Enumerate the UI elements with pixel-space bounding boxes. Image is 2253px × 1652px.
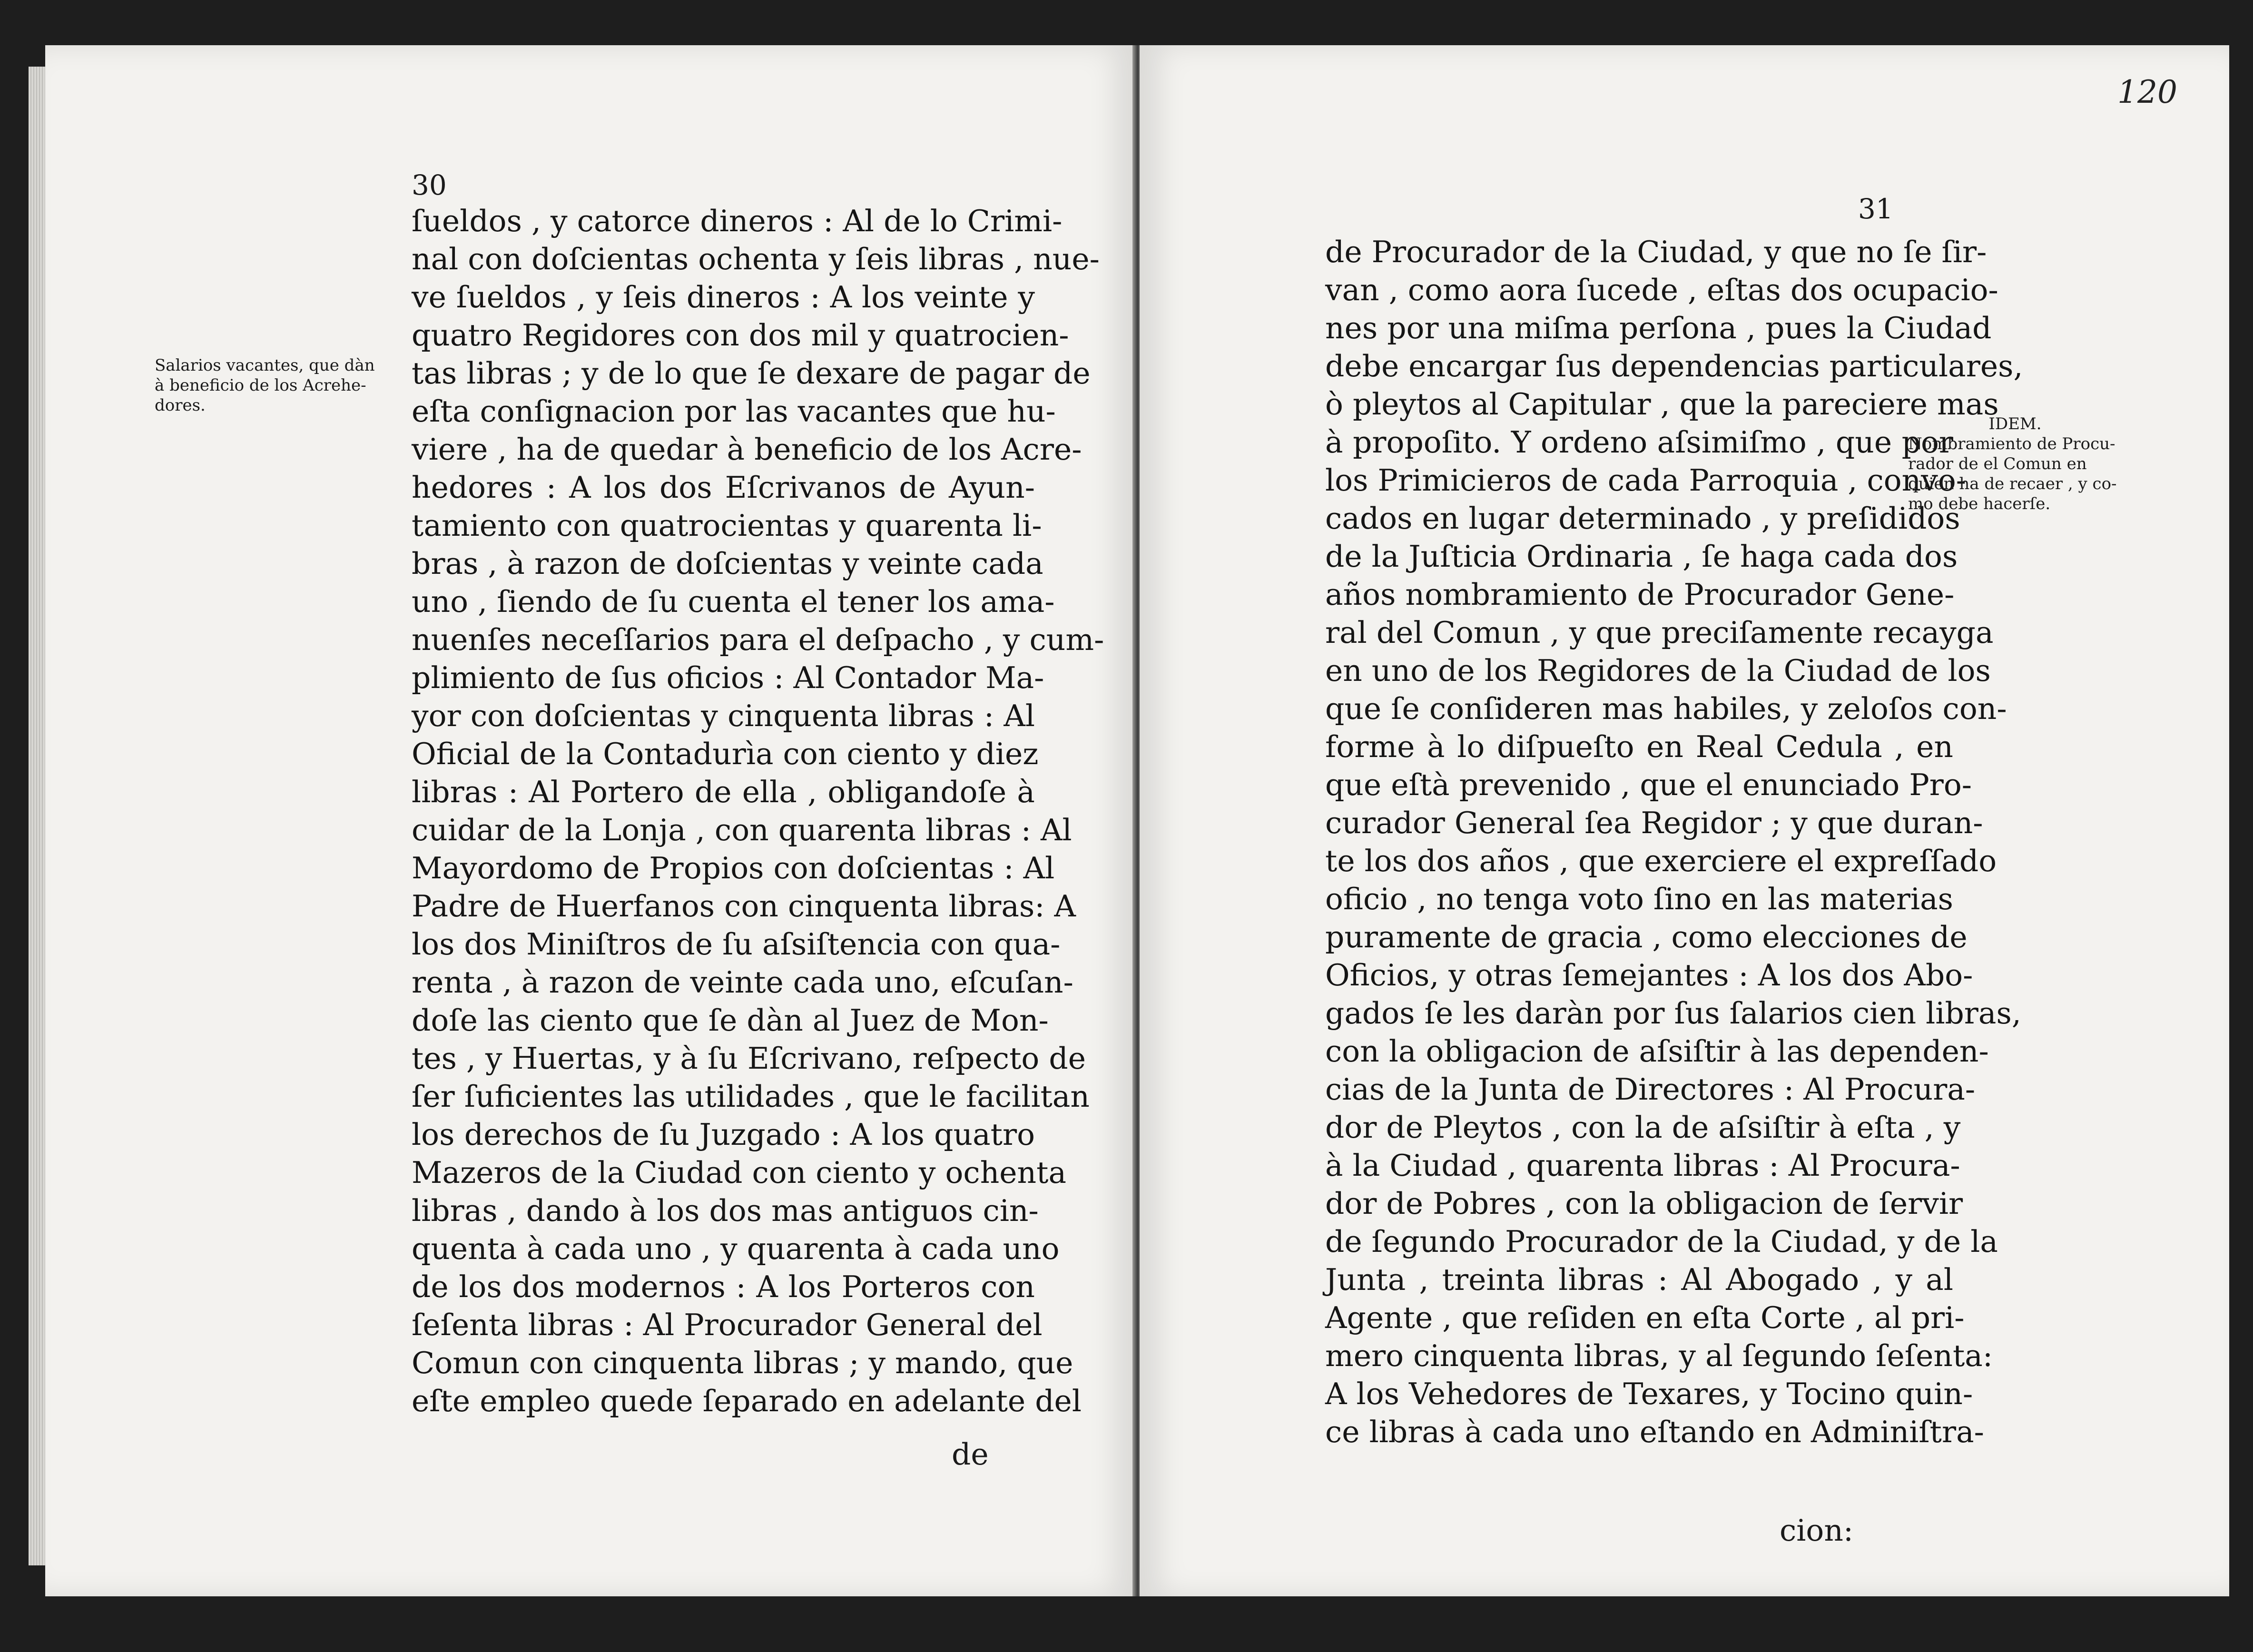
text-line: renta , à razon de veinte cada uno, eſcuſan-: [412, 965, 1073, 1000]
text-line: tes , y Huertas, y à ſu Eſcrivano, reſpecto de: [412, 1041, 1086, 1076]
right-catchword: cion:: [1780, 1513, 1854, 1548]
text-line: debe encargar ſus dependencias particulares,: [1325, 349, 2023, 384]
text-line: van , como aora ſucede , eſtas dos ocupacio-: [1325, 273, 1998, 307]
text-line: de los dos modernos : A los Porteros con: [412, 1269, 1035, 1304]
text-line: con la obligacion de aſsiſtir à las dependen-: [1325, 1034, 1989, 1069]
text-line: forme à lo diſpueſto en Real Cedula , en: [1325, 729, 1953, 764]
text-line: años nombramiento de Procurador Gene-: [1325, 577, 1955, 612]
text-line: ral del Comun , y que preciſamente recayga: [1325, 615, 1994, 650]
text-line: quatro Regidores con dos mil y quatrocien-: [412, 318, 1069, 353]
text-line: en uno de los Regidores de la Ciudad de los: [1325, 653, 1991, 688]
marginal-note-line: dores.: [155, 396, 206, 415]
text-line: dor de Pleytos , con la de aſsiſtir à eſta , y: [1325, 1110, 1961, 1145]
text-line: eſta conſignacion por las vacantes que hu-: [412, 394, 1056, 429]
text-line: yor con doſcientas y cinquenta libras : Al: [412, 698, 1035, 733]
text-line: à la Ciudad , quarenta libras : Al Procura-: [1325, 1148, 1960, 1183]
text-line: Mayordomo de Propios con doſcientas : Al: [412, 851, 1055, 885]
text-line: Comun con cinquenta libras ; y mando, que: [412, 1346, 1073, 1380]
marginal-note-line: Salarios vacantes, que dàn: [155, 356, 375, 375]
text-line: Junta , treinta libras : Al Abogado , y al: [1325, 1262, 1953, 1297]
text-line: libras : Al Portero de ella , obligandoſe à: [412, 775, 1035, 809]
folio-number: 120: [2117, 74, 2177, 110]
text-line: nal con doſcientas ochenta y ſeis libras , nue-: [412, 242, 1100, 276]
right-page: [1140, 45, 2229, 1596]
text-line: de Procurador de la Ciudad, y que no ſe ſir-: [1325, 235, 1987, 269]
text-line: de ſegundo Procurador de la Ciudad, y de la: [1325, 1224, 1998, 1259]
text-line: oficio , no tenga voto ſino en las materias: [1325, 882, 1953, 916]
text-line: cados en lugar determinado , y preſididos: [1325, 501, 1960, 536]
marginal-note-line: Nombramiento de Procu-: [1908, 434, 2115, 453]
text-line: Padre de Huerfanos con cinquenta libras: A: [412, 889, 1076, 924]
marginal-note-line: à beneficio de los Acrehe-: [155, 376, 366, 395]
text-line: doſe las ciento que ſe dàn al Juez de Mon-: [412, 1003, 1049, 1038]
text-line: nuenſes neceſſarios para el deſpacho , y cum-: [412, 622, 1104, 657]
text-line: ſueldos , y catorce dineros : Al de lo Crimi-: [412, 204, 1063, 238]
text-line: Oficios, y otras ſemejantes : A los dos Abo-: [1325, 958, 1973, 993]
marginal-note-title: IDEM.: [1988, 414, 2042, 433]
text-line: uno , ſiendo de ſu cuenta el tener los ama-: [412, 584, 1055, 619]
text-line: los dos Miniſtros de ſu aſsiſtencia con qua-: [412, 927, 1061, 962]
text-line: los derechos de ſu Juzgado : A los quatro: [412, 1117, 1035, 1152]
left-page-text: [412, 202, 1104, 1420]
text-line: cuidar de la Lonja , con quarenta libras : Al: [412, 813, 1072, 847]
marginal-note-line: quien ha de recaer , y co-: [1908, 474, 2117, 493]
text-line: cias de la Junta de Directores : Al Procura-: [1325, 1072, 1976, 1107]
marginal-note-line: rador de el Comun en: [1908, 454, 2087, 473]
right-page-number: 31: [1858, 193, 1893, 225]
text-line: te los dos años , que exerciere el expreſſado: [1325, 844, 1997, 878]
text-line: Oficial de la Contadurìa con ciento y diez: [412, 737, 1039, 771]
text-line: Agente , que reſiden en eſta Corte , al pri-: [1325, 1300, 1965, 1335]
text-line: ſer ſuficientes las utilidades , que le facilitan: [412, 1079, 1090, 1114]
text-line: bras , à razon de doſcientas y veinte cada: [412, 546, 1043, 581]
text-line: viere , ha de quedar à beneficio de los Acre-: [412, 432, 1082, 467]
text-line: puramente de gracia , como elecciones de: [1325, 920, 1968, 954]
left-catchword: de: [952, 1437, 989, 1472]
text-line: libras , dando à los dos mas antiguos cin-: [412, 1193, 1039, 1228]
text-line: quenta à cada uno , y quarenta à cada uno: [412, 1231, 1060, 1266]
text-line: Mazeros de la Ciudad con ciento y ochenta: [412, 1155, 1067, 1190]
marginal-note-line: mo debe hacerſe.: [1908, 494, 2051, 513]
left-page-number: 30: [412, 169, 447, 201]
text-line: tas libras ; y de lo que ſe dexare de pagar de: [412, 356, 1091, 391]
text-line: dor de Pobres , con la obligacion de ſervir: [1325, 1186, 1963, 1221]
text-line: nes por una miſma perſona , pues la Ciudad: [1325, 311, 1992, 345]
text-line: que eſtà prevenido , que el enunciado Pro-: [1325, 767, 1972, 802]
text-line: à propoſito. Y ordeno aſsimiſmo , que por: [1325, 425, 1953, 460]
text-line: curador General ſea Regidor ; y que duran-: [1325, 806, 1983, 840]
text-line: ce libras à cada uno eſtando en Adminiſtra-: [1325, 1415, 1984, 1449]
text-line: A los Vehedores de Texares, y Tocino quin-: [1325, 1377, 1973, 1411]
left-marginal-note: [155, 355, 375, 415]
text-line: tamiento con quatrocientas y quarenta li-: [412, 508, 1042, 543]
text-line: de la Juſticia Ordinaria , ſe haga cada dos: [1325, 539, 1958, 574]
text-line: los Primicieros de cada Parroquia , convo-: [1325, 463, 1967, 498]
left-page: [45, 45, 1135, 1596]
text-line: mero cinquenta libras, y al ſegundo ſeſenta:: [1325, 1338, 1993, 1373]
text-line: plimiento de ſus oficios : Al Contador Ma-: [412, 660, 1044, 695]
text-line: hedores : A los dos Eſcrivanos de Ayun-: [412, 470, 1035, 505]
text-line: eſte empleo quede ſeparado en adelante del: [412, 1384, 1082, 1418]
right-marginal-note: [1908, 414, 2122, 514]
text-line: que ſe conſideren mas habiles, y zeloſos con-: [1325, 691, 2007, 726]
text-line: gados ſe les daràn por ſus ſalarios cien libras,: [1325, 996, 2021, 1031]
text-line: ò pleytos al Capitular , que la pareciere mas: [1325, 387, 1999, 422]
text-line: ve ſueldos , y ſeis dineros : A los veinte y: [412, 280, 1035, 315]
text-line: ſeſenta libras : Al Procurador General del: [412, 1308, 1043, 1342]
